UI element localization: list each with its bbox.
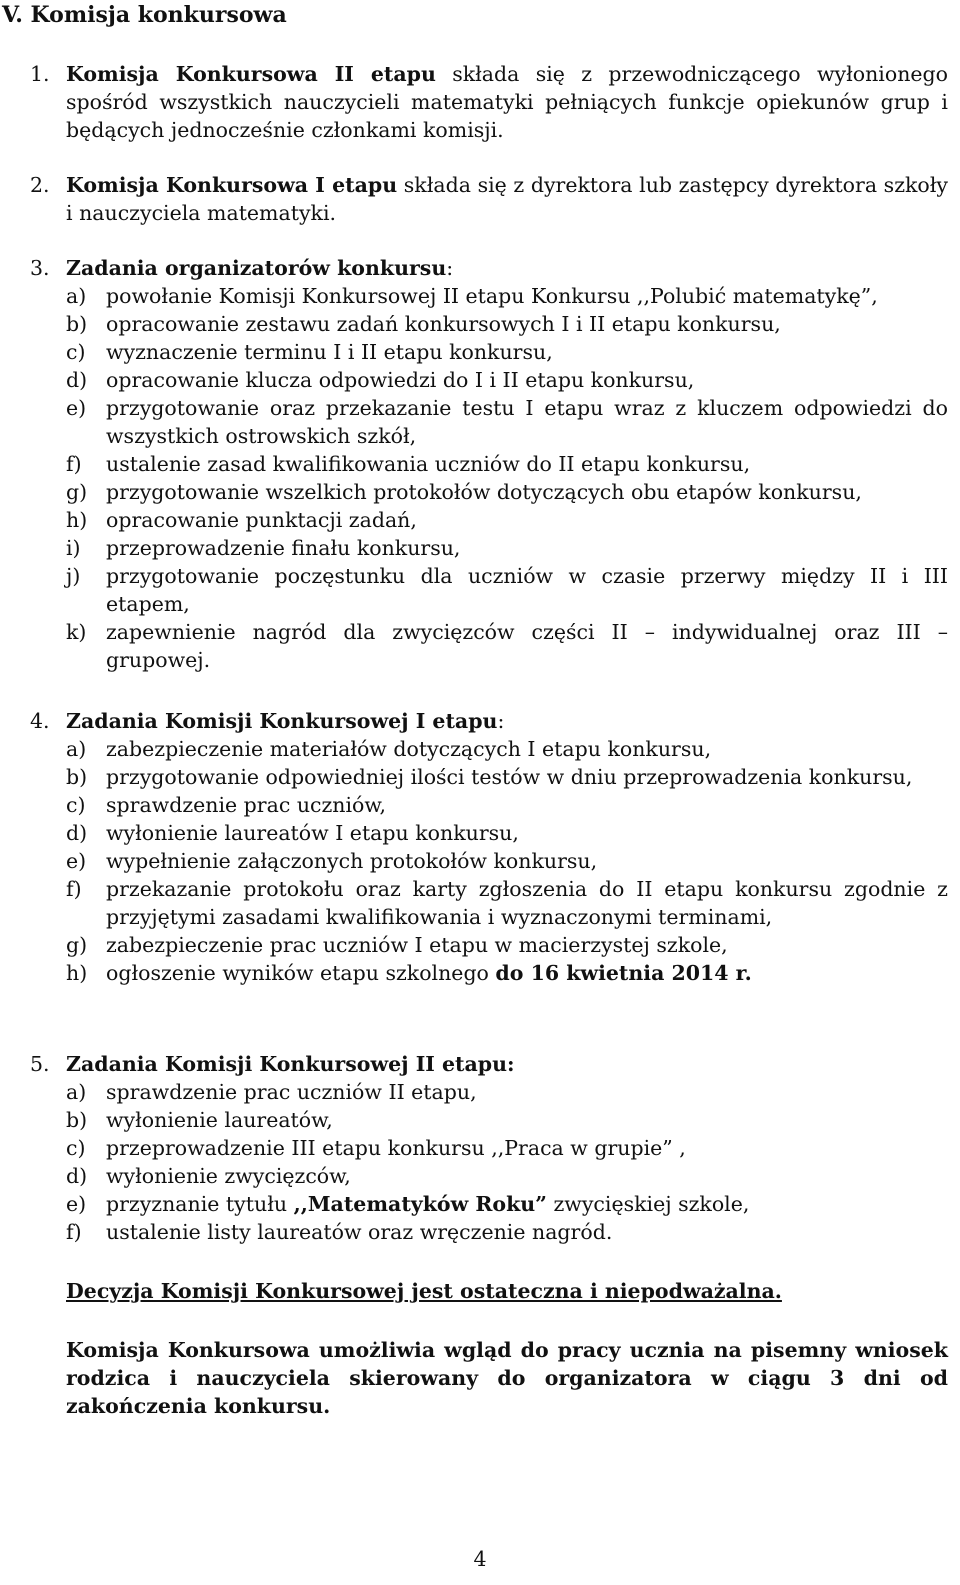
list-item: b) wyłonienie laureatów, (66, 1108, 333, 1132)
title-award: ,,Matematyków Roku” (293, 1192, 547, 1216)
section-4 (30, 707, 948, 987)
section-5-number: 5. (30, 1052, 50, 1076)
section-4-number: 4. (30, 709, 50, 733)
list-item: g) przygotowanie wszelkich protokołów dotyczących obu etapów konkursu, (66, 480, 862, 504)
list-item: k) zapewnienie nagród dla zwycięzców części II – indywidualnej oraz III – grupowej. (66, 620, 948, 672)
list-item: h) ogłoszenie wyników etapu szkolnego do 16 kwietnia 2014 r. (66, 961, 752, 985)
list-item: f) przekazanie protokołu oraz karty zgłoszenia do II etapu konkursu zgodnie z przyjętymi zasadami kwalifikowania i wyznaczonymi terminami, (66, 877, 948, 929)
section-1-bold: Komisja Konkursowa II etapu (66, 62, 436, 86)
section-2-text: składa się z dyrektora lub zastępcy dyrektora szkoły i nauczyciela matematyki. (66, 173, 948, 225)
section-5-list (66, 1078, 948, 1246)
list-item: a) powołanie Komisji Konkursowej II etapu Konkursu ,,Polubić matematykę”, (66, 284, 878, 308)
list-item: e) przyznanie tytułu ,,Matematyków Roku” zwycięskiej szkole, (66, 1192, 750, 1216)
list-item: j) przygotowanie poczęstunku dla uczniów w czasie przerwy między II i III etapem, (66, 564, 948, 616)
list-item: a) sprawdzenie prac uczniów II etapu, (66, 1080, 477, 1104)
list-item: c) przeprowadzenie III etapu konkursu ,,Praca w grupie” , (66, 1136, 686, 1160)
section-5-title: Zadania Komisji Konkursowej II etapu: (66, 1052, 515, 1076)
deadline-date: do 16 kwietnia 2014 r. (495, 961, 752, 985)
section-1 (30, 60, 948, 144)
list-item: b) przygotowanie odpowiedniej ilości testów w dniu przeprowadzenia konkursu, (66, 765, 913, 789)
section-3 (30, 254, 948, 674)
page-number: 4 (473, 1547, 487, 1571)
final-note: Komisja Konkursowa umożliwia wgląd do pracy ucznia na pisemny wniosek rodzica i nauczyciela skierowany do organizatora w ciągu 3 dni od zakończenia konkursu. (66, 1338, 948, 1418)
section-2-number: 2. (30, 173, 50, 197)
list-item: f) ustalenie zasad kwalifikowania uczniów do II etapu konkursu, (66, 452, 751, 476)
list-item: c) sprawdzenie prac uczniów, (66, 793, 387, 817)
section-1-number: 1. (30, 62, 50, 86)
list-item: c) wyznaczenie terminu I i II etapu konkursu, (66, 340, 553, 364)
section-4-list (66, 735, 948, 987)
section-2-bold: Komisja Konkursowa I etapu (66, 173, 398, 197)
list-item: f) ustalenie listy laureatów oraz wręczenie nagród. (66, 1220, 613, 1244)
list-item: d) wyłonienie laureatów I etapu konkursu, (66, 821, 519, 845)
section-1-text: składa się z przewodniczącego wyłonionego spośród wszystkich nauczycieli matematyki pełniących funkcje opiekunów grup i będących jednocześnie członkami komisji. (66, 62, 948, 142)
decision-statement: Decyzja Komisji Konkursowej jest ostateczna i niepodważalna. (66, 1279, 782, 1303)
list-item: a) zabezpieczenie materiałów dotyczących I etapu konkursu, (66, 737, 712, 761)
list-item: h) opracowanie punktacji zadań, (66, 508, 417, 532)
section-4-title: Zadania Komisji Konkursowej I etapu: (66, 709, 505, 733)
list-item: e) wypełnienie załączonych protokołów konkursu, (66, 849, 598, 873)
list-item: b) opracowanie zestawu zadań konkursowych I i II etapu konkursu, (66, 312, 781, 336)
section-heading: V. Komisja konkursowa (2, 2, 287, 28)
section-3-list (66, 282, 948, 674)
list-item: g) zabezpieczenie prac uczniów I etapu w macierzystej szkole, (66, 933, 728, 957)
list-item: i) przeprowadzenie finału konkursu, (66, 536, 461, 560)
section-3-number: 3. (30, 256, 50, 280)
list-item: d) opracowanie klucza odpowiedzi do I i II etapu konkursu, (66, 368, 695, 392)
list-item: e) przygotowanie oraz przekazanie testu I etapu wraz z kluczem odpowiedzi do wszystkich ostrowskich szkół, (66, 396, 948, 448)
section-5 (30, 1050, 948, 1246)
section-2 (30, 171, 948, 227)
list-item: d) wyłonienie zwycięzców, (66, 1164, 351, 1188)
section-3-title: Zadania organizatorów konkursu: (66, 256, 454, 280)
